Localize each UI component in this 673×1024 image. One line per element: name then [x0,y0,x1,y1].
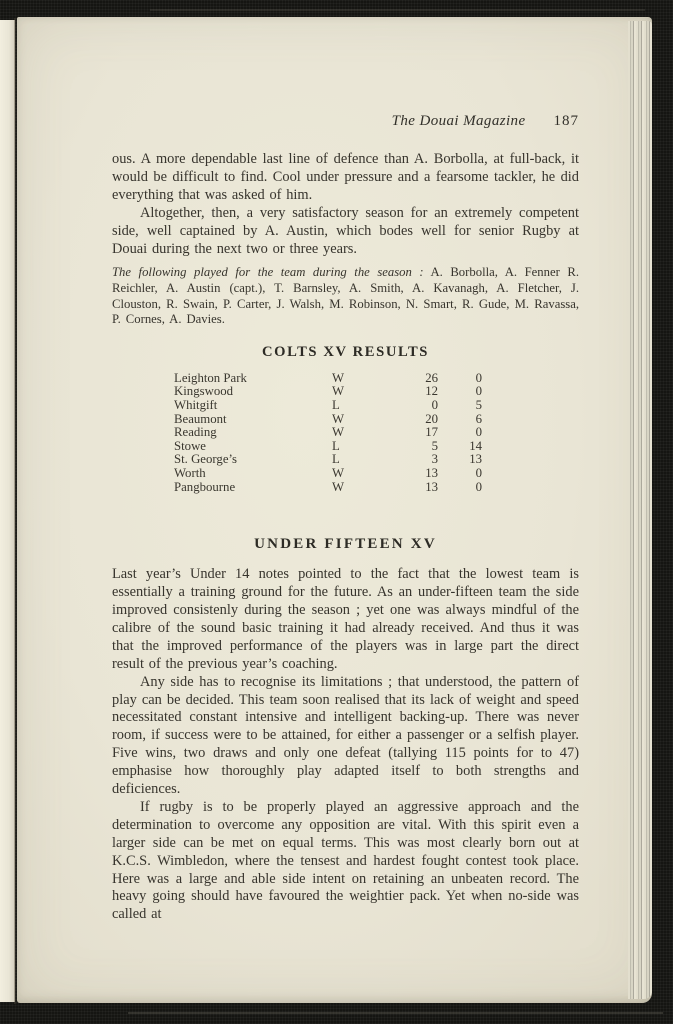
points-against-cell: 5 [475,398,482,412]
table-row [112,385,579,399]
running-header [112,113,579,130]
table-row [112,413,579,427]
points-against-cell: 0 [475,384,482,399]
table-row [112,467,579,481]
table-row [112,453,579,467]
points-for-cell: 12 [425,384,438,399]
result-cell: W [332,384,345,399]
page-stack-fore-edge [628,21,652,999]
points-against-cell: 0 [475,479,482,494]
result-cell: L [332,398,340,412]
result-cell: W [332,370,345,385]
points-against-cell: 13 [469,452,482,467]
under-fifteen-paragraph-2: Any side has to recognise its limitations ; that understood, the pattern of play can be decided. This team soon realised that its lack of weight and speed necessitated constant intensive and intelligent backing-up. There was never room, if success were to be attained, for either a passenger or a selfish player. Five wins, two draws and only one defeat (tallying 115 points for to 47) emphasise how thoroughly play adapted itself to both strengths and deficiences. [112,673,579,798]
table-row [112,399,579,413]
team-cell: Beaumont [174,411,227,426]
table-row [112,426,579,440]
points-for-cell: 3 [431,452,438,467]
points-against-cell: 14 [469,438,482,453]
result-cell: W [332,479,345,494]
under-fifteen-heading: UNDER FIFTEEN XV [254,536,437,553]
result-cell: W [332,425,345,440]
players-note [112,265,579,327]
players-note-names: A. Borbolla, A. Fenner R. Reichler, A. Austin (capt.), T. Barnsley, A. Smith, A. Kavanagh, A. Fletcher, J. Clouston, R. Swain, P. Carter, J. Walsh, M. Robinson, N. Smart, R. Gude, M. Ravassa, P. Cornes, A. Davies. [112,265,580,327]
under-fifteen-paragraph-1: Last year’s Under 14 notes pointed to the fact that the lowest team is essentially a training ground for the future. As an under-fifteen team the side improved consistenly during the season ; yet one was always mindful of the calibre of the sound basic training it had already received. And thus it was that the improved performance of the players was in large part the direct result of the previous year’s coaching. [112,566,579,672]
result-cell: L [332,452,340,467]
points-against-cell: 0 [475,370,482,385]
points-against-cell: 0 [475,465,482,480]
points-for-cell: 17 [425,425,438,440]
points-for-cell: 0 [431,398,438,412]
table-row [112,372,579,386]
points-for-cell: 13 [425,465,438,480]
magazine-title: The Douai Magazine [391,113,526,129]
scanned-page [17,17,652,1003]
result-cell: W [332,465,345,480]
points-for-cell: 20 [425,411,438,426]
team-cell: Whitgift [174,398,218,412]
team-cell: Leighton Park [174,370,247,385]
colts-paragraph-1: ous. A more dependable last line of defence than A. Borbolla, at full-back, it would be difficult to find. Cool under pressure and a fearsome tackler, he did everything that was asked of him. [112,151,579,203]
result-cell: L [332,438,340,453]
colts-results-heading: COLTS XV RESULTS [261,343,430,360]
points-for-cell: 26 [425,370,438,385]
points-against-cell: 6 [475,411,482,426]
team-cell: St. George’s [174,452,238,467]
result-cell: W [332,411,345,426]
under-fifteen-paragraph-3: If rugby is to be properly played an aggressive approach and the determination to overcome any opposition are vital. With this spirit even a larger side can be met on equal terms. This was most clearly born out at K.C.S. Wimbledon, where the tensest and hardest fought contest took place. Here was a large and able side intent on retaining an unbeaten record. The heavy going should have favoured the weightier pack. Yet when no-side was called at [112,798,579,923]
team-cell: Pangbourne [174,479,236,494]
page-number: 187 [553,113,579,129]
results-table [112,372,579,494]
points-for-cell: 13 [425,479,438,494]
team-cell: Reading [174,425,217,440]
cover-seam-top [150,9,645,11]
team-cell: Stowe [174,438,206,453]
printed-text-column [112,17,579,924]
team-cell: Kingswood [174,384,234,399]
team-cell: Worth [174,465,206,480]
cover-seam-bottom [128,1012,663,1014]
colts-paragraph-2: Altogether, then, a very satisfactory season for an extremely competent side, well captained by A. Austin, which bodes well for senior Rugby at Douai during the next two or three years. [112,204,579,257]
facing-page-edge [0,20,15,1002]
table-row [112,440,579,454]
points-for-cell: 5 [431,438,438,453]
points-against-cell: 0 [475,425,482,440]
players-note-intro: The following played for the team during the season : [112,265,424,280]
table-row [112,481,579,495]
